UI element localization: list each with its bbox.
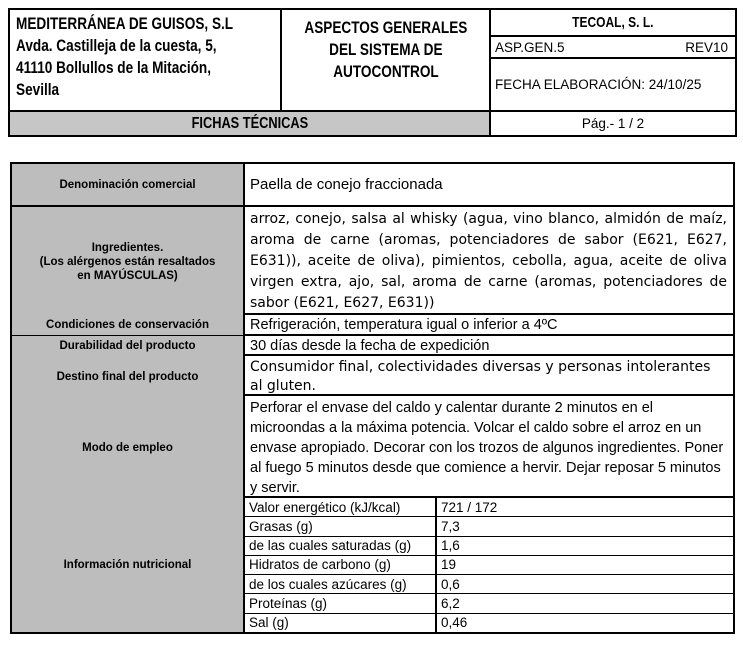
label-ingredientes-line-1: Ingredientes. xyxy=(91,241,164,254)
final-destination-text: Consumidor final, colectividades diversas y personas intolerantes al gluten. xyxy=(250,359,711,394)
nutrition-row-grasas xyxy=(245,517,733,536)
nutrient-name-energia: Valor energético (kJ/kcal) xyxy=(245,498,437,516)
nutrient-value-energia: 721 / 172 xyxy=(441,499,498,515)
doc-code-revision-cell xyxy=(491,37,735,59)
label-denominacion-comercial xyxy=(12,164,245,205)
value-destino-final xyxy=(245,356,733,398)
company-address-line-1 xyxy=(16,35,278,57)
row-informacion-nutricional xyxy=(12,498,733,632)
nutrient-name-sal: Sal (g) xyxy=(245,614,437,632)
document-title-line-2-text: DEL SISTEMA DE xyxy=(328,40,443,59)
label-informacion-nutricional-text: Información nutricional xyxy=(63,559,192,571)
label-destino-final xyxy=(12,356,245,398)
conservation-text: Refrigeración, temperatura igual o inferior a 4ºC xyxy=(250,317,558,333)
product-sheet-table xyxy=(10,162,735,634)
row-destino-final xyxy=(12,356,733,396)
label-modo-empleo-text: Modo de empleo xyxy=(82,442,173,454)
doc-revision: REV10 xyxy=(685,39,728,55)
label-condiciones-conservacion xyxy=(12,315,245,335)
label-destino-final-text: Destino final del producto xyxy=(56,371,199,383)
elaboration-date: FECHA ELABORACIÓN: 24/10/25 xyxy=(495,77,702,92)
document-title-block xyxy=(282,10,491,110)
nutrient-value-azucares: 0,6 xyxy=(441,576,460,592)
company-address-line-2-text: 41110 Bollullos de la Mitación, xyxy=(16,58,212,77)
nutrient-name-hidratos: Hidratos de carbono (g) xyxy=(245,556,437,574)
elaboration-date-cell xyxy=(491,59,735,110)
nutrient-name-azucares: de los cuales azúcares (g) xyxy=(245,575,437,593)
value-condiciones-conservacion xyxy=(245,315,733,335)
nutrient-name-grasas: Grasas (g) xyxy=(245,517,437,535)
value-ingredientes xyxy=(245,207,733,316)
row-durabilidad-producto xyxy=(12,336,733,356)
nutrition-row-hidratos xyxy=(245,556,733,575)
row-condiciones-conservacion xyxy=(12,315,733,336)
document-header-table xyxy=(8,8,737,137)
value-denominacion-comercial xyxy=(245,164,733,205)
label-durabilidad-producto xyxy=(12,336,245,356)
company-address-line-2 xyxy=(16,57,278,79)
nutrient-value-sal: 0,46 xyxy=(441,615,468,631)
nutrient-value-grasas: 7,3 xyxy=(441,518,460,534)
label-ingredientes-line-2: (Los alérgenos están resaltados xyxy=(39,255,216,268)
nutrition-row-proteinas xyxy=(245,594,733,613)
label-modo-empleo xyxy=(12,396,245,500)
value-durabilidad-producto xyxy=(245,336,733,356)
section-title-band xyxy=(10,110,491,135)
nutrition-row-saturadas xyxy=(245,537,733,556)
document-title-line-1 xyxy=(282,17,489,39)
section-title: FICHAS TÉCNICAS xyxy=(191,114,308,132)
nutrient-value-proteinas: 6,2 xyxy=(441,596,460,612)
document-title-line-3 xyxy=(282,61,489,83)
label-ingredientes-line-3: en MAYÚSCULAS) xyxy=(77,269,178,282)
product-name: Paella de conejo fraccionada xyxy=(250,175,443,193)
organization-cell xyxy=(491,10,735,37)
nutrition-row-azucares xyxy=(245,575,733,594)
nutrition-row-sal xyxy=(245,614,733,632)
company-name-text: MEDITERRÁNEA DE GUISOS, S.L xyxy=(16,14,234,33)
doc-code: ASP.GEN.5 xyxy=(495,39,565,55)
row-modo-empleo xyxy=(12,396,733,498)
page-indicator: Pág.- 1 / 2 xyxy=(581,116,645,131)
nutrition-table xyxy=(245,498,733,632)
document-title-line-2 xyxy=(282,39,489,61)
label-denominacion-comercial-text: Denominación comercial xyxy=(59,178,196,191)
label-ingredientes xyxy=(12,207,245,316)
company-address-line-1-text: Avda. Castilleja de la cuesta, 5, xyxy=(16,36,217,55)
row-denominacion-comercial xyxy=(12,164,733,207)
label-informacion-nutricional xyxy=(12,498,245,632)
durability-text: 30 días desde la fecha de expedición xyxy=(250,338,490,354)
company-address-city-text: Sevilla xyxy=(16,80,60,99)
document-title-line-1-text: ASPECTOS GENERALES xyxy=(303,18,467,37)
nutrient-name-proteinas: Proteínas (g) xyxy=(245,594,437,612)
document-title-line-3-text: AUTOCONTROL xyxy=(332,62,439,81)
page-indicator-cell xyxy=(491,110,735,135)
nutrient-value-saturadas: 1,6 xyxy=(441,538,460,554)
company-name xyxy=(16,13,278,35)
value-modo-empleo xyxy=(245,396,733,500)
company-address-city xyxy=(16,79,278,101)
label-condiciones-conservacion-text: Condiciones de conservación xyxy=(46,319,209,331)
nutrient-value-hidratos: 19 xyxy=(441,557,457,573)
usage-instructions-text: Perforar el envase del caldo y calentar durante 2 minutos en el microondas a la máxima potencia. Volcar el caldo sobre el arroz en un envase apropiado. Decorar con los trozos de algunos ingredientes. Poner al fuego 5 minutos desde que comience a hervir. Dejar reposar 5 minutos y servir. xyxy=(250,400,724,496)
nutrient-name-saturadas: de las cuales saturadas (g) xyxy=(245,537,437,555)
ingredients-text: arroz, conejo, salsa al whisky (agua, vino blanco, almidón de maíz, aroma de carne (aromas, potenciadores de sabor (E621, E627, E631)), aceite de oliva), pimientos, cebolla, agua, aceite de oliva virgen extra, ajo, sal, aroma de carne (aromas, potenciadores de sabor (E621, E627, E631)) xyxy=(250,211,727,311)
nutrition-row-energia xyxy=(245,498,733,517)
organization-name: TECOAL, S. L. xyxy=(572,14,654,31)
label-durabilidad-producto-text: Durabilidad del producto xyxy=(59,340,196,352)
company-address-block xyxy=(10,10,282,110)
row-ingredientes xyxy=(12,207,733,315)
